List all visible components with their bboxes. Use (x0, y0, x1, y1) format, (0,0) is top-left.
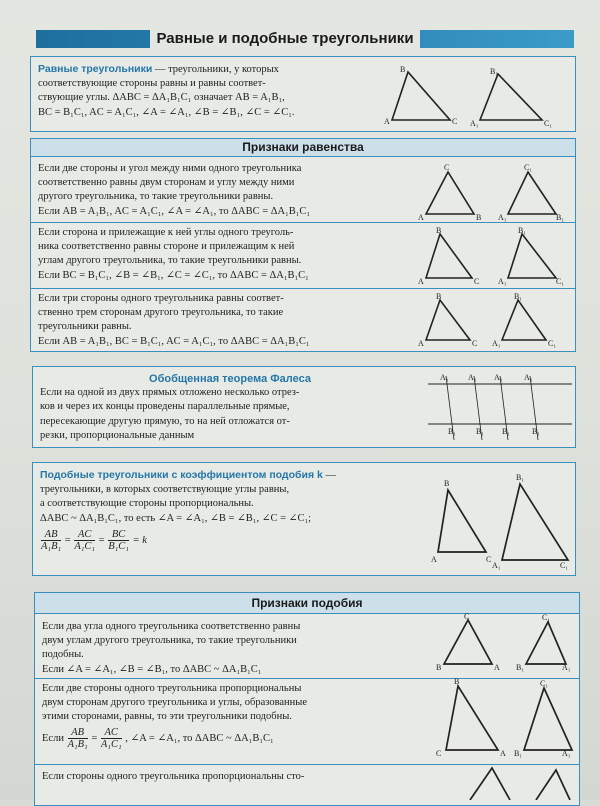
formula-prefix: Если (42, 732, 64, 744)
equal-triangles-figure (380, 62, 575, 128)
label-a: A (418, 339, 424, 348)
asa-figure (410, 224, 575, 286)
term-similar: Подобные треугольники с коэффициентом подобия k (40, 469, 323, 481)
label-b1: B₁ (476, 427, 485, 436)
similar-text (40, 468, 440, 552)
label-a1: A₁ (492, 339, 501, 348)
label-a1: A₁ (470, 119, 479, 128)
criterion-line: другого треугольника, то такие треугольники равны. (38, 191, 274, 203)
label-a1: A₁ (492, 561, 501, 570)
formula-line (42, 727, 442, 750)
similar-line: — (322, 470, 336, 481)
criterion-line: Если AB = A₁B₁, AC = A₁C₁, ∠A = ∠A₁, то ΔABC = ΔA₁B₁C₁ (38, 205, 311, 217)
criterion-line: этими сторонами, равны, то эти треугольники подобны. (42, 711, 292, 723)
criterion-item (38, 226, 418, 283)
criterion-line: Если стороны одного треугольника пропорциональны сто- (42, 771, 305, 782)
label-b: B (436, 663, 442, 672)
label-c1: C₁ (548, 339, 557, 348)
label-b: B (476, 213, 482, 222)
thales-text (40, 372, 420, 443)
criterion-item (38, 162, 418, 219)
definition-line: BC = B₁C₁, AC = A₁C₁, ∠A = ∠A₁, ∠B = ∠B₁, ∠C = ∠C₁. (38, 106, 295, 118)
term-equal: Равные треугольники (38, 63, 153, 75)
label-c: C (444, 163, 450, 172)
thales-figure (426, 370, 574, 446)
criterion-line: Если две стороны и угол между ними одного треугольника (38, 163, 302, 174)
label-b: B (436, 226, 442, 235)
label-b1: B₁ (514, 749, 523, 758)
sas-similarity-figure (434, 676, 578, 758)
label-c: C (452, 117, 458, 126)
label-b: B (436, 292, 442, 301)
equals-sign: = (64, 534, 71, 546)
similarity-item (42, 620, 432, 677)
definition-line: — треугольники, у которых (152, 64, 279, 75)
label-a: A (494, 663, 500, 672)
label-b: B (444, 479, 450, 488)
triangle-abc (392, 72, 450, 120)
criterion-line: Если две стороны одного треугольника пропорциональны (42, 683, 302, 694)
label-a: A (500, 749, 506, 758)
equality-criteria-heading: Признаки равенства (31, 139, 575, 157)
label-a: A (384, 117, 390, 126)
criterion-line: двум углам другого треугольника, то такие треугольники (42, 635, 297, 647)
label-b: B (400, 65, 406, 74)
sss-figure (410, 290, 575, 348)
equals-sign: = (98, 534, 105, 546)
thales-title: Обобщенная теорема Фалеса (149, 373, 311, 385)
label-c1: C₁ (524, 163, 533, 172)
label-c: C (472, 339, 478, 348)
label-a1: A₁ (468, 373, 477, 382)
page-title: Равные и подобные треугольники (150, 24, 420, 54)
label-c1: C₁ (542, 613, 551, 622)
definition-equal-text (38, 62, 398, 120)
thales-line: ков и через их концы проведены параллельные прямые, (40, 401, 290, 413)
similar-line: треугольники, в которых соответствующие углы равны, (40, 484, 290, 496)
criterion-line: соответственно равны двум сторонам и углу между ними (38, 177, 295, 189)
label-b1: B₁ (448, 427, 457, 436)
similarity-ratio (40, 529, 440, 552)
label-a1: A₁ (440, 373, 449, 382)
equals-sign: = (91, 732, 98, 744)
label-b1: B₁ (490, 67, 499, 76)
similar-line: а соответствующие стороны пропорциональны. (40, 498, 254, 510)
label-a: A (431, 555, 437, 564)
label-a1: A₁ (498, 277, 507, 286)
similar-triangles-figure (430, 470, 574, 570)
similarity-item (42, 682, 442, 750)
label-a1: A₁ (524, 373, 533, 382)
triangle-a1b1c1 (480, 74, 542, 120)
label-b1: B₁ (556, 213, 565, 222)
formula-rest: , ∠A = ∠A₁, то ΔABC ~ ΔA₁B₁C₁ (125, 732, 274, 744)
label-b1: B₁ (532, 427, 541, 436)
label-c: C (436, 749, 442, 758)
label-c1: C₁ (540, 679, 549, 688)
label-b1: B₁ (502, 427, 511, 436)
label-a1: A₁ (498, 213, 507, 222)
label-a1: A₁ (562, 663, 571, 672)
divider (31, 288, 575, 289)
criterion-line: треугольники равны. (38, 321, 132, 333)
criterion-line: Если ∠A = ∠A₁, ∠B = ∠B₁, то ΔABC ~ ΔA₁B₁C₁ (42, 663, 262, 675)
similar-line: ΔABC ~ ΔA₁B₁C₁, то есть ∠A = ∠A₁, ∠B = ∠B₁, ∠C = ∠C₁; (40, 512, 312, 524)
criterion-line: ника соответственно равны стороне и прилежащим к ней (38, 241, 295, 253)
sss-similarity-figure (452, 762, 576, 800)
similarity-criteria-heading: Признаки подобия (35, 593, 579, 614)
criterion-line: Если сторона и прилежащие к ней углы одного треуголь- (38, 227, 294, 238)
criterion-line: подобны. (42, 649, 84, 661)
label-a: A (418, 277, 424, 286)
label-b1: B₁ (516, 663, 525, 672)
fraction: $\frac{AB}{\text{A₁B₁}}$ (67, 726, 88, 750)
label-c: C (474, 277, 480, 286)
ratio-result: = k (132, 534, 147, 546)
label-b1: B₁ (518, 226, 527, 235)
criterion-line: ственно трем сторонам другого треугольника, то такие (38, 307, 284, 319)
thales-line: Если на одной из двух прямых отложено несколько отрез- (40, 387, 300, 399)
definition-line: соответствующие стороны равны и равны соответ- (38, 78, 266, 90)
label-b1: B₁ (516, 473, 525, 482)
similarity-item (42, 770, 442, 784)
thales-line: пересекающие другую прямую, то на ней отложатся от- (40, 415, 290, 427)
fraction: $\frac{AB}{\text{A₁B₁}}$ (41, 528, 62, 552)
label-a: A (418, 213, 424, 222)
label-a1: A₁ (494, 373, 503, 382)
sas-figure (410, 160, 575, 222)
label-c1: C₁ (560, 561, 569, 570)
definition-line: ствующие углы. ΔABC = ΔA₁B₁C₁ означает AB = A₁B₁, (38, 92, 285, 104)
criterion-item (38, 292, 418, 349)
label-c1: C₁ (556, 277, 565, 286)
label-b1: B₁ (514, 292, 523, 301)
criterion-line: двум сторонам другого треугольника и углы, образованные (42, 697, 308, 709)
criterion-line: Если три стороны одного треугольника равны соответ- (38, 293, 284, 304)
aa-figure (430, 612, 578, 672)
criterion-line: Если AB = A₁B₁, BC = B₁C₁, AC = A₁C₁, то ΔABC = ΔA₁B₁C₁ (38, 335, 310, 347)
criterion-line: углам другого треугольника, то такие треугольники равны. (38, 255, 302, 267)
label-a1: A₁ (562, 749, 571, 758)
label-b: B (454, 677, 460, 686)
label-c: C (464, 612, 470, 621)
criterion-line: Если два угла одного треугольника соответственно равны (42, 621, 301, 632)
label-c1: C₁ (544, 119, 553, 128)
fraction: $\frac{AC}{\text{A₁C₁}}$ (74, 528, 96, 552)
divider (31, 222, 575, 223)
thales-line: резки, пропорциональные данным (40, 429, 195, 441)
label-c: C (486, 555, 492, 564)
fraction: $\frac{AC}{\text{A₁C₁}}$ (100, 726, 122, 750)
criterion-line: Если BC = B₁C₁, ∠B = ∠B₁, ∠C = ∠C₁, то ΔABC = ΔA₁B₁C₁ (38, 269, 309, 281)
fraction: $\frac{BC}{\text{B₁C₁}}$ (108, 528, 129, 552)
